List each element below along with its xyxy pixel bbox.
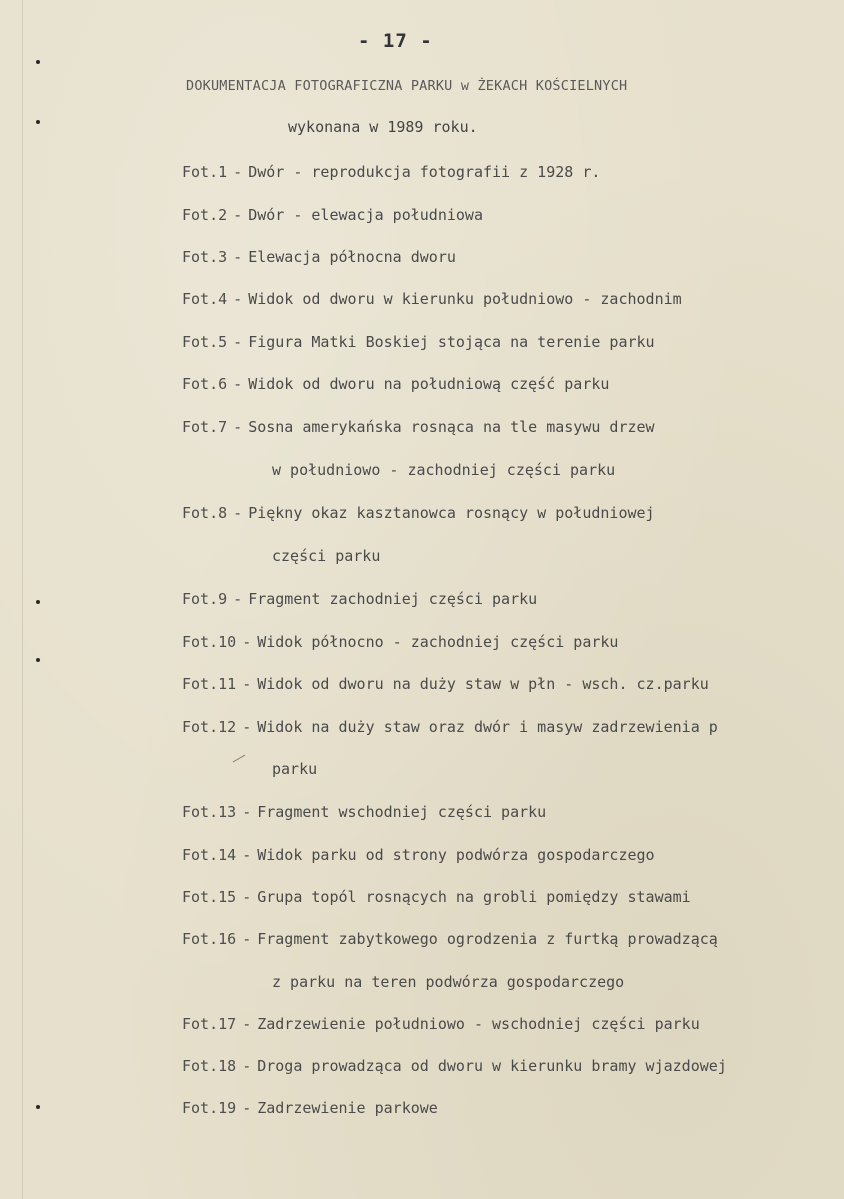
page-edge-line xyxy=(22,0,23,1199)
photo-entry xyxy=(182,633,618,651)
photo-entry xyxy=(182,718,718,736)
photo-label: Fot.16 xyxy=(182,930,237,948)
photo-entry xyxy=(182,375,609,393)
photo-label: Fot.19 xyxy=(182,1099,237,1117)
photo-description-continued: w południowo - zachodniej części parku xyxy=(272,461,616,479)
photo-entry xyxy=(182,333,655,351)
photo-entry xyxy=(182,418,655,436)
photo-description: Widok od dworu w kierunku południowo - zachodnim xyxy=(248,290,682,308)
photo-entry xyxy=(182,163,600,181)
dash-separator: - xyxy=(233,418,243,436)
dash-separator: - xyxy=(242,675,252,693)
photo-entry xyxy=(182,803,546,821)
photo-label: Fot.8 xyxy=(182,504,228,522)
photo-description: Widok parku od strony podwórza gospodarczego xyxy=(257,846,655,864)
dash-separator: - xyxy=(233,248,243,266)
photo-label: Fot.9 xyxy=(182,590,228,608)
dash-separator: - xyxy=(233,163,243,181)
dash-separator: - xyxy=(242,633,252,651)
photo-description: Fragment wschodniej części parku xyxy=(257,803,547,821)
punch-hole xyxy=(36,658,40,662)
punch-hole xyxy=(36,60,40,64)
photo-description-continued: z parku na teren podwórza gospodarczego xyxy=(272,973,625,991)
photo-entry xyxy=(182,590,537,608)
photo-entry xyxy=(182,504,655,522)
dash-separator: - xyxy=(233,206,243,224)
photo-label: Fot.15 xyxy=(182,888,237,906)
dash-separator: - xyxy=(233,290,243,308)
dash-separator: - xyxy=(242,846,252,864)
photo-description: Fragment zabytkowego ogrodzenia z furtką prowadzącą xyxy=(257,930,718,948)
photo-description: Grupa topól rosnących na grobli pomiędzy stawami xyxy=(257,888,691,906)
dash-separator: - xyxy=(233,333,243,351)
punch-hole xyxy=(36,1105,40,1109)
photo-entry xyxy=(182,930,718,948)
photo-description: Widok północno - zachodniej części parku xyxy=(257,633,619,651)
photo-label: Fot.3 xyxy=(182,248,228,266)
photo-description: Droga prowadząca od dworu w kierunku bramy wjazdowej xyxy=(257,1057,727,1075)
photo-description: Fragment zachodniej części parku xyxy=(248,590,538,608)
photo-description: Widok od dworu na duży staw w płn - wsch. cz.parku xyxy=(257,675,709,693)
dash-separator: - xyxy=(242,1057,252,1075)
dash-separator: - xyxy=(233,375,243,393)
photo-entry xyxy=(182,248,456,266)
dash-separator: - xyxy=(242,888,252,906)
photo-label: Fot.12 xyxy=(182,718,237,736)
document-title: DOKUMENTACJA FOTOGRAFICZNA PARKU w ŻEKACH KOŚCIELNYCH xyxy=(186,78,628,94)
photo-label: Fot.6 xyxy=(182,375,228,393)
photo-label: Fot.17 xyxy=(182,1015,237,1033)
photo-entry xyxy=(182,206,483,224)
dash-separator: - xyxy=(233,504,243,522)
photo-description: Zadrzewienie południowo - wschodniej części parku xyxy=(257,1015,700,1033)
photo-label: Fot.4 xyxy=(182,290,228,308)
photo-entry xyxy=(182,1015,700,1033)
photo-description-continued: parku xyxy=(272,760,318,778)
photo-description: Dwór - reprodukcja fotografii z 1928 r. xyxy=(248,163,601,181)
photo-description: Piękny okaz kasztanowca rosnący w południowej xyxy=(248,504,655,522)
document-subtitle: wykonana w 1989 roku. xyxy=(288,118,478,136)
photo-description: Zadrzewienie parkowe xyxy=(257,1099,438,1117)
photo-entry xyxy=(182,675,709,693)
photo-label: Fot.7 xyxy=(182,418,228,436)
photo-label: Fot.11 xyxy=(182,675,237,693)
photo-label: Fot.1 xyxy=(182,163,228,181)
dash-separator: - xyxy=(242,1099,252,1117)
photo-entry xyxy=(182,290,682,308)
photo-entry xyxy=(182,888,691,906)
dash-separator: - xyxy=(242,930,252,948)
photo-label: Fot.13 xyxy=(182,803,237,821)
photo-description: Elewacja północna dworu xyxy=(248,248,456,266)
photo-label: Fot.5 xyxy=(182,333,228,351)
photo-description: Dwór - elewacja południowa xyxy=(248,206,483,224)
photo-entry xyxy=(182,1099,438,1117)
pen-mark xyxy=(233,755,246,763)
dash-separator: - xyxy=(233,590,243,608)
photo-description: Widok na duży staw oraz dwór i masyw zadrzewienia p xyxy=(257,718,718,736)
dash-separator: - xyxy=(242,718,252,736)
photo-label: Fot.14 xyxy=(182,846,237,864)
photo-label: Fot.2 xyxy=(182,206,228,224)
dash-separator: - xyxy=(242,803,252,821)
photo-entry xyxy=(182,846,655,864)
photo-description-continued: części parku xyxy=(272,547,381,565)
photo-description: Widok od dworu na południową część parku xyxy=(248,375,610,393)
punch-hole xyxy=(36,600,40,604)
photo-description: Sosna amerykańska rosnąca na tle masywu drzew xyxy=(248,418,655,436)
photo-label: Fot.18 xyxy=(182,1057,237,1075)
photo-label: Fot.10 xyxy=(182,633,237,651)
photo-description: Figura Matki Boskiej stojąca na terenie parku xyxy=(248,333,655,351)
dash-separator: - xyxy=(242,1015,252,1033)
punch-hole xyxy=(36,120,40,124)
page-number: - 17 - xyxy=(358,30,433,52)
photo-entry xyxy=(182,1057,727,1075)
